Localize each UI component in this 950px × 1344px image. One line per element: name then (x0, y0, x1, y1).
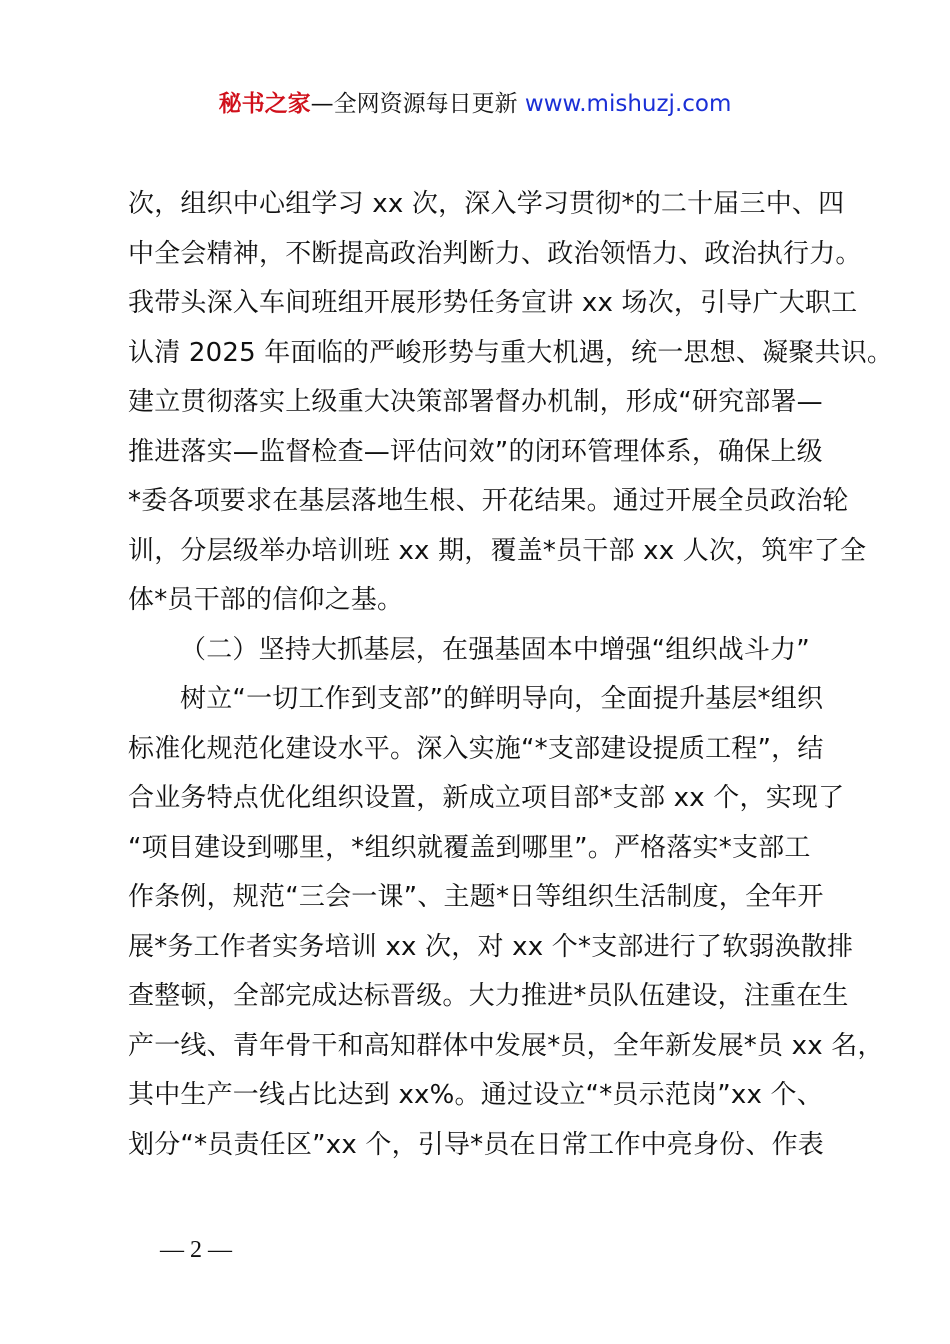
body-line: 查整顿，全部完成达标晋级。大力推进*员队伍建设，注重在生 (128, 981, 849, 1011)
body-line: 标准化规范化建设水平。深入实施“*支部建设提质工程”，结 (128, 733, 824, 764)
body-line: 训，分层级举办培训班 xx 期，覆盖*员干部 xx 人次，筑牢了全 (128, 535, 867, 566)
paragraph-first-line: 树立“一切工作到支部”的鲜明导向，全面提升基层*组织 (180, 684, 824, 714)
body-line: “项目建设到哪里，*组织就覆盖到哪里”。严格落实*支部工 (128, 832, 811, 863)
header-tagline: —全网资源每日更新 (310, 91, 525, 117)
body-line: 推进落实—监督检查—评估问效”的闭环管理体系，确保上级 (128, 436, 823, 467)
body-line: 产一线、青年骨干和高知群体中发展*员，全年新发展*员 xx 名， (128, 1030, 884, 1061)
body-line: 建立贯彻落实上级重大决策部署督办机制，形成“研究部署— (128, 387, 823, 417)
body-line: 认清 2025 年面临的严峻形势与重大机遇，统一思想、凝聚共识。 (128, 337, 894, 368)
body-line: 展*务工作者实务培训 xx 次，对 xx 个*支部进行了软弱涣散排 (128, 931, 854, 962)
site-url-link[interactable]: www.mishuzj.com (524, 91, 732, 117)
body-line: *委各项要求在基层落地生根、开花结果。通过开展全员政治轮 (128, 486, 849, 516)
body-line: 其中生产一线占比达到 xx%。通过设立“*员示范岗”xx 个、 (128, 1080, 823, 1110)
brand-name: 秘书之家 (218, 91, 311, 117)
page-number: — 2 — (160, 1237, 232, 1263)
site-header (0, 88, 950, 120)
body-line: 次，组织中心组学习 xx 次，深入学习贯彻*的二十届三中、四 (128, 189, 845, 219)
body-line: 中全会精神，不断提高政治判断力、政治领悟力、政治执行力。 (128, 238, 862, 269)
document-body (128, 180, 894, 1170)
section-heading: （二）坚持大抓基层，在强基固本中增强“组织战斗力” (180, 634, 810, 665)
body-line: 划分“*员责任区”xx 个，引导*员在日常工作中亮身份、作表 (128, 1129, 824, 1160)
body-line: 我带头深入车间班组开展形势任务宣讲 xx 场次，引导广大职工 (128, 288, 858, 318)
body-line: 体*员干部的信仰之基。 (128, 585, 404, 615)
body-line: 作条例，规范“三会一课”、主题*日等组织生活制度，全年开 (128, 882, 824, 912)
body-line: 合业务特点优化组织设置，新成立项目部*支部 xx 个，实现了 (128, 783, 845, 813)
